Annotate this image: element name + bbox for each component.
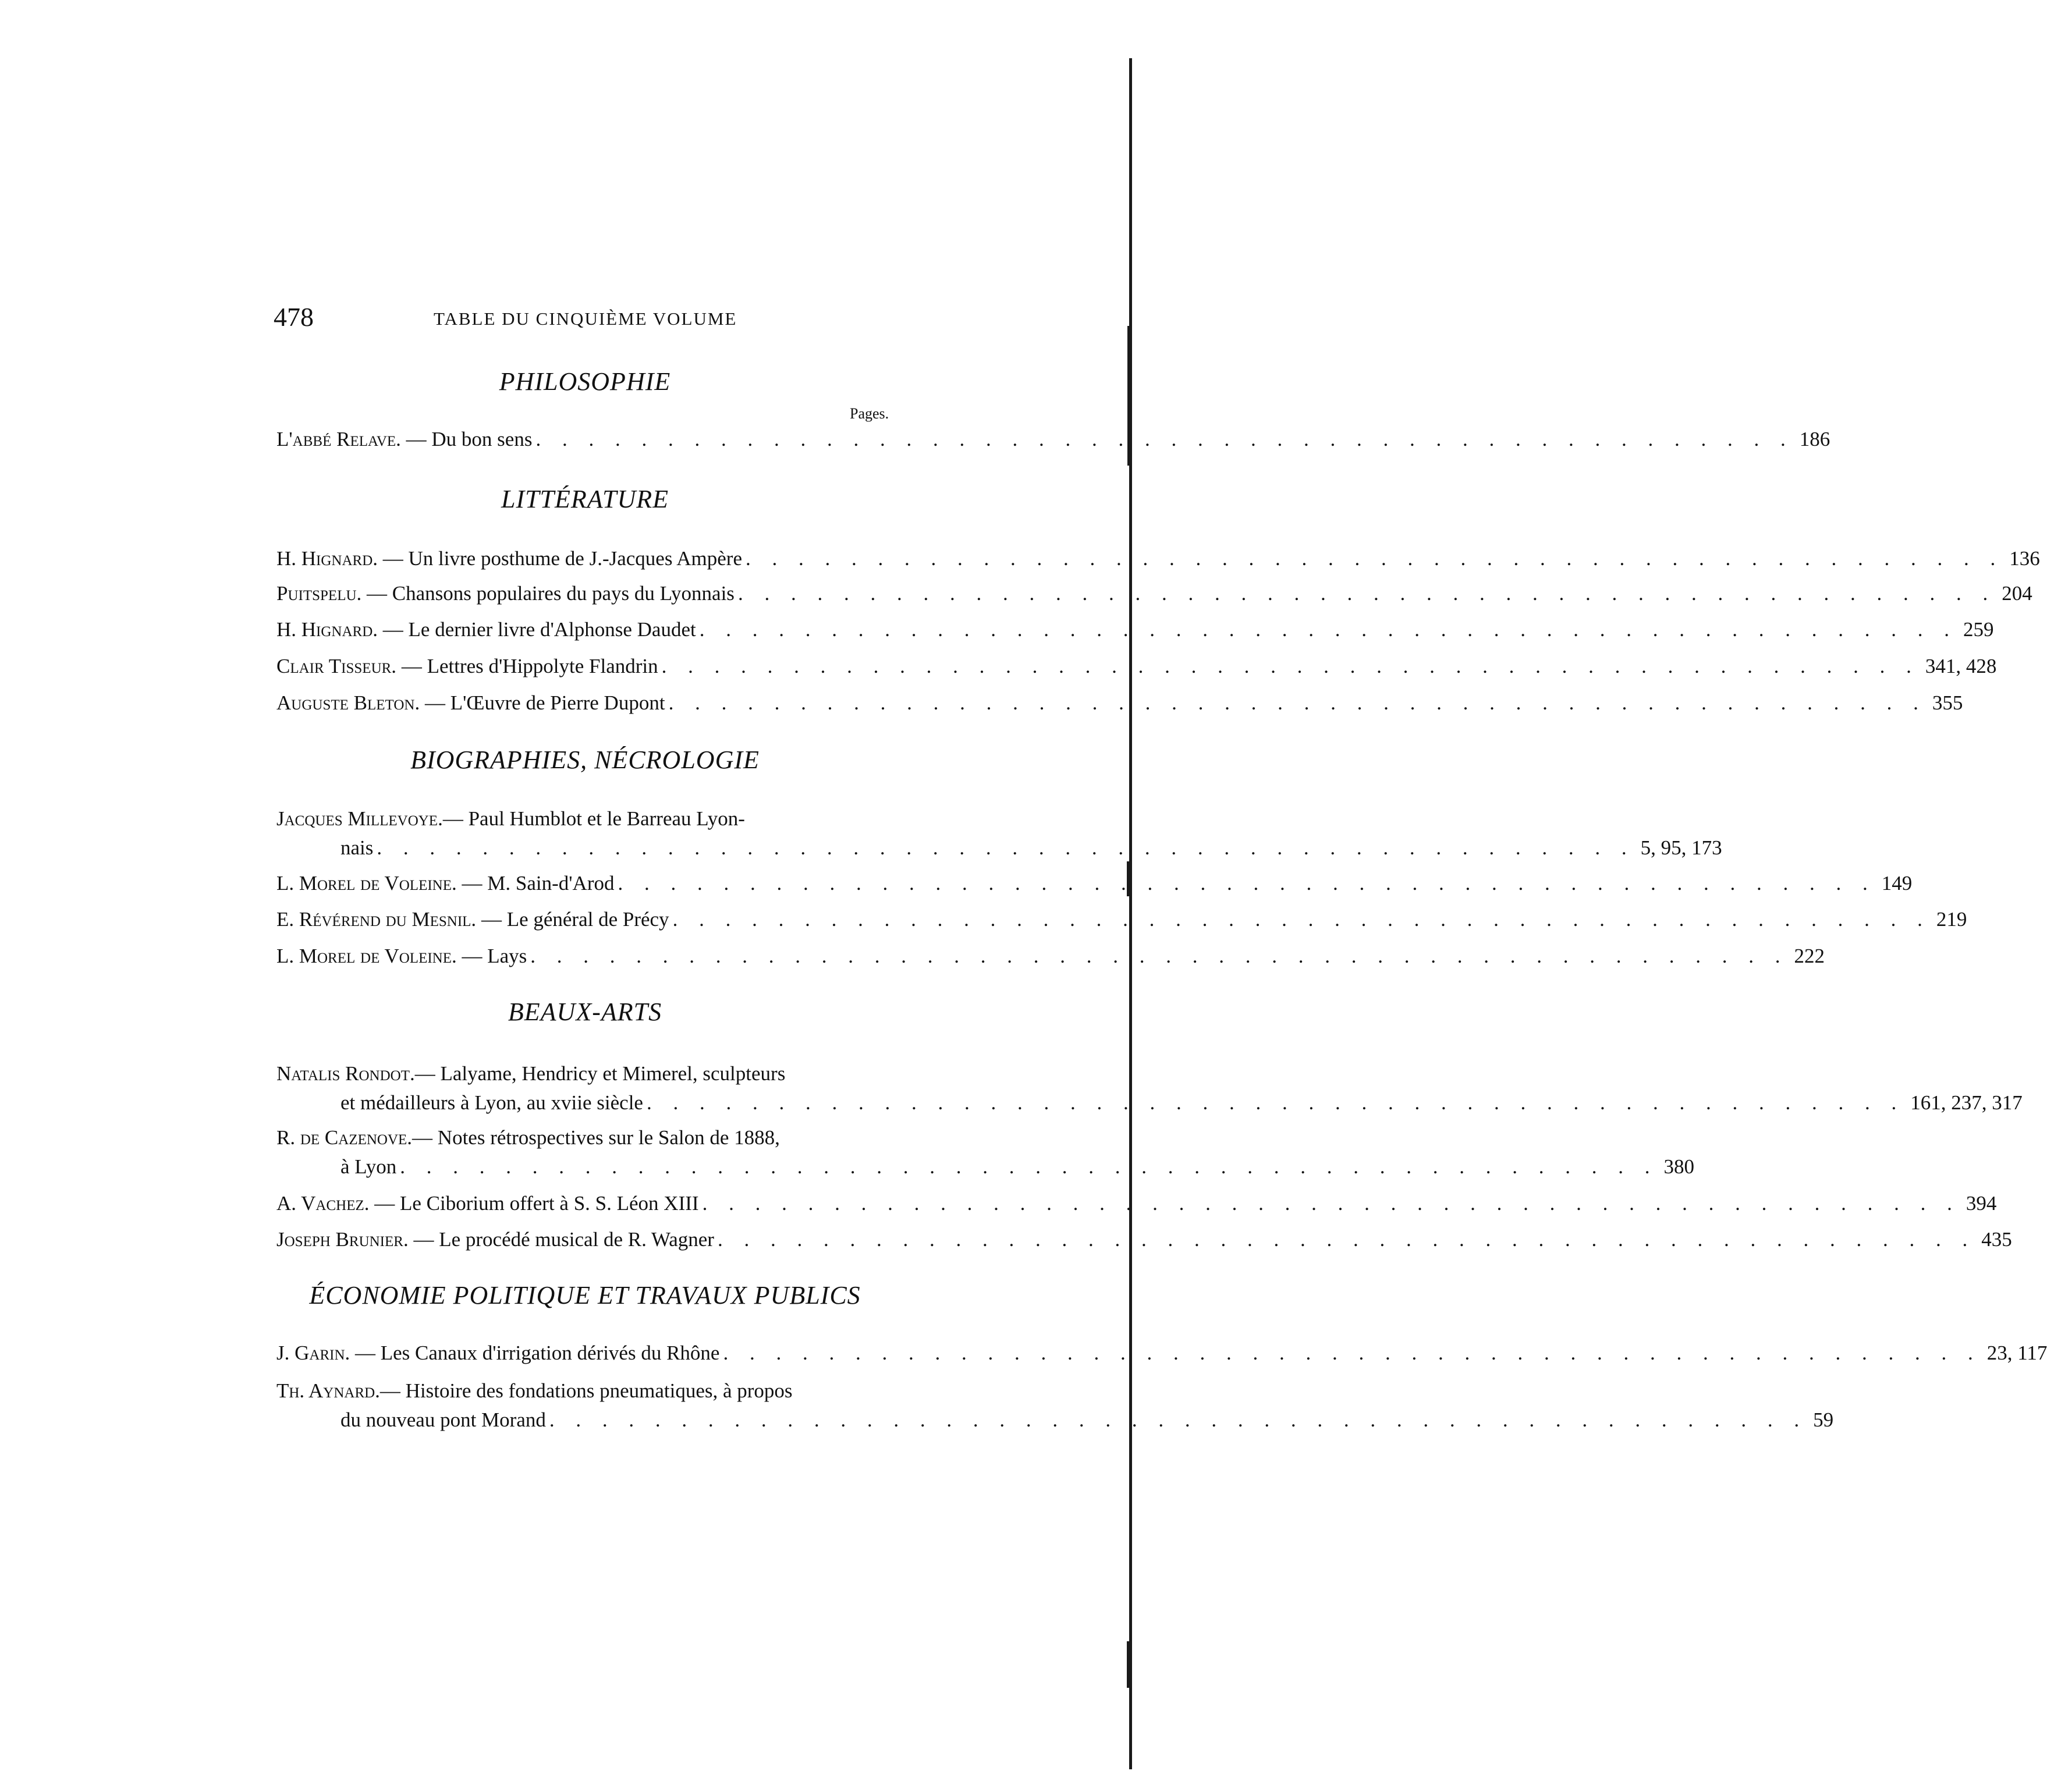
entry-title: — Notes rétrospectives sur le Salon de 1888, (412, 1126, 780, 1149)
toc-entry (276, 1339, 2047, 1368)
entry-title-continuation: nais (340, 836, 374, 859)
leader-dots: . . . . . . . . . . . . . . . . . . . . . . . . . . . . . . . . . . . . . . . . . . . . . . . . (661, 655, 1920, 677)
toc-entry (276, 579, 2032, 608)
entry-title: — Lays (456, 945, 527, 967)
entry-title: — Le Ciborium offert à S. S. Léon XIII (369, 1192, 699, 1215)
leader-dots: . . . . . . . . . . . . . . . . . . . . . . . . . . . . . . . . . . . . . . . . . . . . . . . . (549, 1408, 1808, 1431)
entry-author: Puitspelu. (276, 582, 362, 605)
toc-entry (276, 615, 1994, 644)
toc-entry (276, 869, 1913, 898)
leader-dots: . . . . . . . . . . . . . . . . . . . . . . . . . . . . . . . . . . . . . . . . . . . . . . . . (702, 1192, 1960, 1215)
leader-dots: . . . . . . . . . . . . . . . . . . . . . . . . . . . . . . . . . . . . . . . . . . . . . . . . (377, 836, 1635, 859)
toc-entry (276, 544, 2040, 573)
leader-dots: . . . . . . . . . . . . . . . . . . . . . . . . . . . . . . . . . . . . . . . . . . . . . . . . (746, 547, 2004, 570)
entry-author: Th. Aynard. (276, 1379, 380, 1402)
entry-title-continuation: du nouveau pont Morand (340, 1408, 546, 1431)
entry-author: Jacques Millevoye. (276, 807, 443, 830)
entry-title: — Le procédé musical de R. Wagner (408, 1228, 714, 1251)
entry-author: Auguste Bleton. (276, 691, 420, 714)
leader-dots: . . . . . . . . . . . . . . . . . . . . . . . . . . . . . . . . . . . . . . . . . . . . . . . . (717, 1228, 1976, 1251)
section-title-economie: ÉCONOMIE POLITIQUE ET TRAVAUX PUBLICS (309, 1281, 861, 1310)
section-title-philosophie: PHILOSOPHIE (499, 367, 671, 396)
entry-author: A. Vachez. (276, 1192, 370, 1215)
page-number: 478 (274, 302, 314, 332)
leader-dots: . . . . . . . . . . . . . . . . . . . . . . . . . . . . . . . . . . . . . . . . . . . . . . . . (646, 1091, 1905, 1114)
entry-pages: 355 (1932, 691, 1963, 714)
pages-column-label: Pages. (850, 405, 889, 422)
running-title: TABLE DU CINQUIÈME VOLUME (434, 308, 737, 329)
toc-entry (276, 905, 1967, 934)
entry-author: Natalis Rondot. (276, 1062, 415, 1085)
entry-pages: 435 (1981, 1228, 2012, 1251)
toc-entry (276, 1376, 1834, 1435)
entry-author: H. Hignard. (276, 618, 378, 641)
toc-entry (276, 425, 1830, 454)
entry-pages: 136 (2009, 547, 2040, 570)
page-edge-shadow (1127, 1641, 1131, 1688)
entry-author: L'abbé Relave. (276, 428, 401, 450)
entry-pages: 23, 117 (1986, 1342, 2047, 1364)
leader-dots: . . . . . . . . . . . . . . . . . . . . . . . . . . . . . . . . . . . . . . . . . . . . . . . . (530, 945, 1789, 967)
entry-pages: 59 (1813, 1408, 1834, 1431)
entry-pages: 219 (1936, 908, 1967, 931)
entry-author: R. de Cazenove. (276, 1126, 413, 1149)
entry-author: Joseph Brunier. (276, 1228, 409, 1251)
entry-title: — Du bon sens (400, 428, 533, 450)
entry-title: — Chansons populaires du pays du Lyonnais (361, 582, 735, 605)
entry-title: — Le général de Précy (476, 908, 669, 931)
entry-title: — M. Sain-d'Arod (456, 872, 615, 895)
leader-dots: . . . . . . . . . . . . . . . . . . . . . . . . . . . . . . . . . . . . . . . . . . . . . . . . (672, 908, 1931, 931)
entry-pages: 186 (1799, 428, 1830, 450)
entry-title: — Paul Humblot et le Barreau Lyon- (442, 807, 745, 830)
toc-entry (276, 942, 1825, 971)
entry-title-continuation: et médailleurs à Lyon, au xviie siècle (340, 1091, 643, 1114)
entry-pages: 222 (1794, 945, 1825, 967)
entry-title: — L'Œuvre de Pierre Dupont (420, 691, 665, 714)
entry-pages: 161, 237, 317 (1910, 1091, 2023, 1114)
toc-entry (276, 1059, 2023, 1117)
entry-title: — Lettres d'Hippolyte Flandrin (396, 655, 658, 677)
entry-pages: 5, 95, 173 (1640, 836, 1722, 859)
toc-entry (276, 1225, 2012, 1254)
entry-pages: 259 (1963, 618, 1994, 641)
toc-entry (276, 652, 1997, 681)
toc-entry (276, 1123, 1694, 1181)
leader-dots: . . . . . . . . . . . . . . . . . . . . . . . . . . . . . . . . . . . . . . . . . . . . . . . . (668, 691, 1927, 714)
entry-title: — Lalyame, Hendricy et Mimerel, sculpteurs (414, 1062, 786, 1085)
toc-entry (276, 804, 1722, 863)
entry-pages: 394 (1966, 1192, 1997, 1215)
entry-pages: 204 (2002, 582, 2032, 605)
section-title-beaux-arts: BEAUX-ARTS (508, 998, 662, 1026)
leader-dots: . . . . . . . . . . . . . . . . . . . . . . . . . . . . . . . . . . . . . . . . . . . . . . . . (618, 872, 1876, 895)
leader-dots: . . . . . . . . . . . . . . . . . . . . . . . . . . . . . . . . . . . . . . . . . . . . . . . . (699, 618, 1957, 641)
leader-dots: . . . . . . . . . . . . . . . . . . . . . . . . . . . . . . . . . . . . . . . . . . . . . . . . (723, 1342, 1981, 1364)
entry-author: L. Morel de Voleine. (276, 945, 457, 967)
entry-title: — Le dernier livre d'Alphonse Daudet (378, 618, 696, 641)
leader-dots: . . . . . . . . . . . . . . . . . . . . . . . . . . . . . . . . . . . . . . . . . . . . . . . . (400, 1155, 1658, 1178)
entry-title: — Histoire des fondations pneumatiques, à propos (379, 1379, 793, 1402)
page-header (274, 301, 896, 336)
entry-author: Clair Tisseur. (276, 655, 397, 677)
leader-dots: . . . . . . . . . . . . . . . . . . . . . . . . . . . . . . . . . . . . . . . . . . . . . . . . (737, 582, 1996, 605)
entry-author: L. Morel de Voleine. (276, 872, 457, 895)
section-title-litterature: LITTÉRATURE (501, 485, 669, 513)
entry-pages: 380 (1663, 1155, 1694, 1178)
entry-author: H. Hignard. (276, 547, 378, 570)
entry-title: — Un livre posthume de J.-Jacques Ampère (378, 547, 742, 570)
section-title-biographies: BIOGRAPHIES, NÉCROLOGIE (410, 746, 760, 774)
leader-dots: . . . . . . . . . . . . . . . . . . . . . . . . . . . . . . . . . . . . . . . . . . . . . . . . (535, 428, 1794, 450)
entry-title: — Les Canaux d'irrigation dérivés du Rhône (350, 1342, 720, 1364)
entry-author: J. Garin. (276, 1342, 350, 1364)
toc-entry (276, 1189, 1997, 1218)
entry-pages: 341, 428 (1925, 655, 1997, 677)
entry-pages: 149 (1881, 872, 1913, 895)
toc-entry (276, 689, 1963, 718)
entry-title-continuation: à Lyon (340, 1155, 397, 1178)
entry-author: E. Révérend du Mesnil. (276, 908, 477, 931)
